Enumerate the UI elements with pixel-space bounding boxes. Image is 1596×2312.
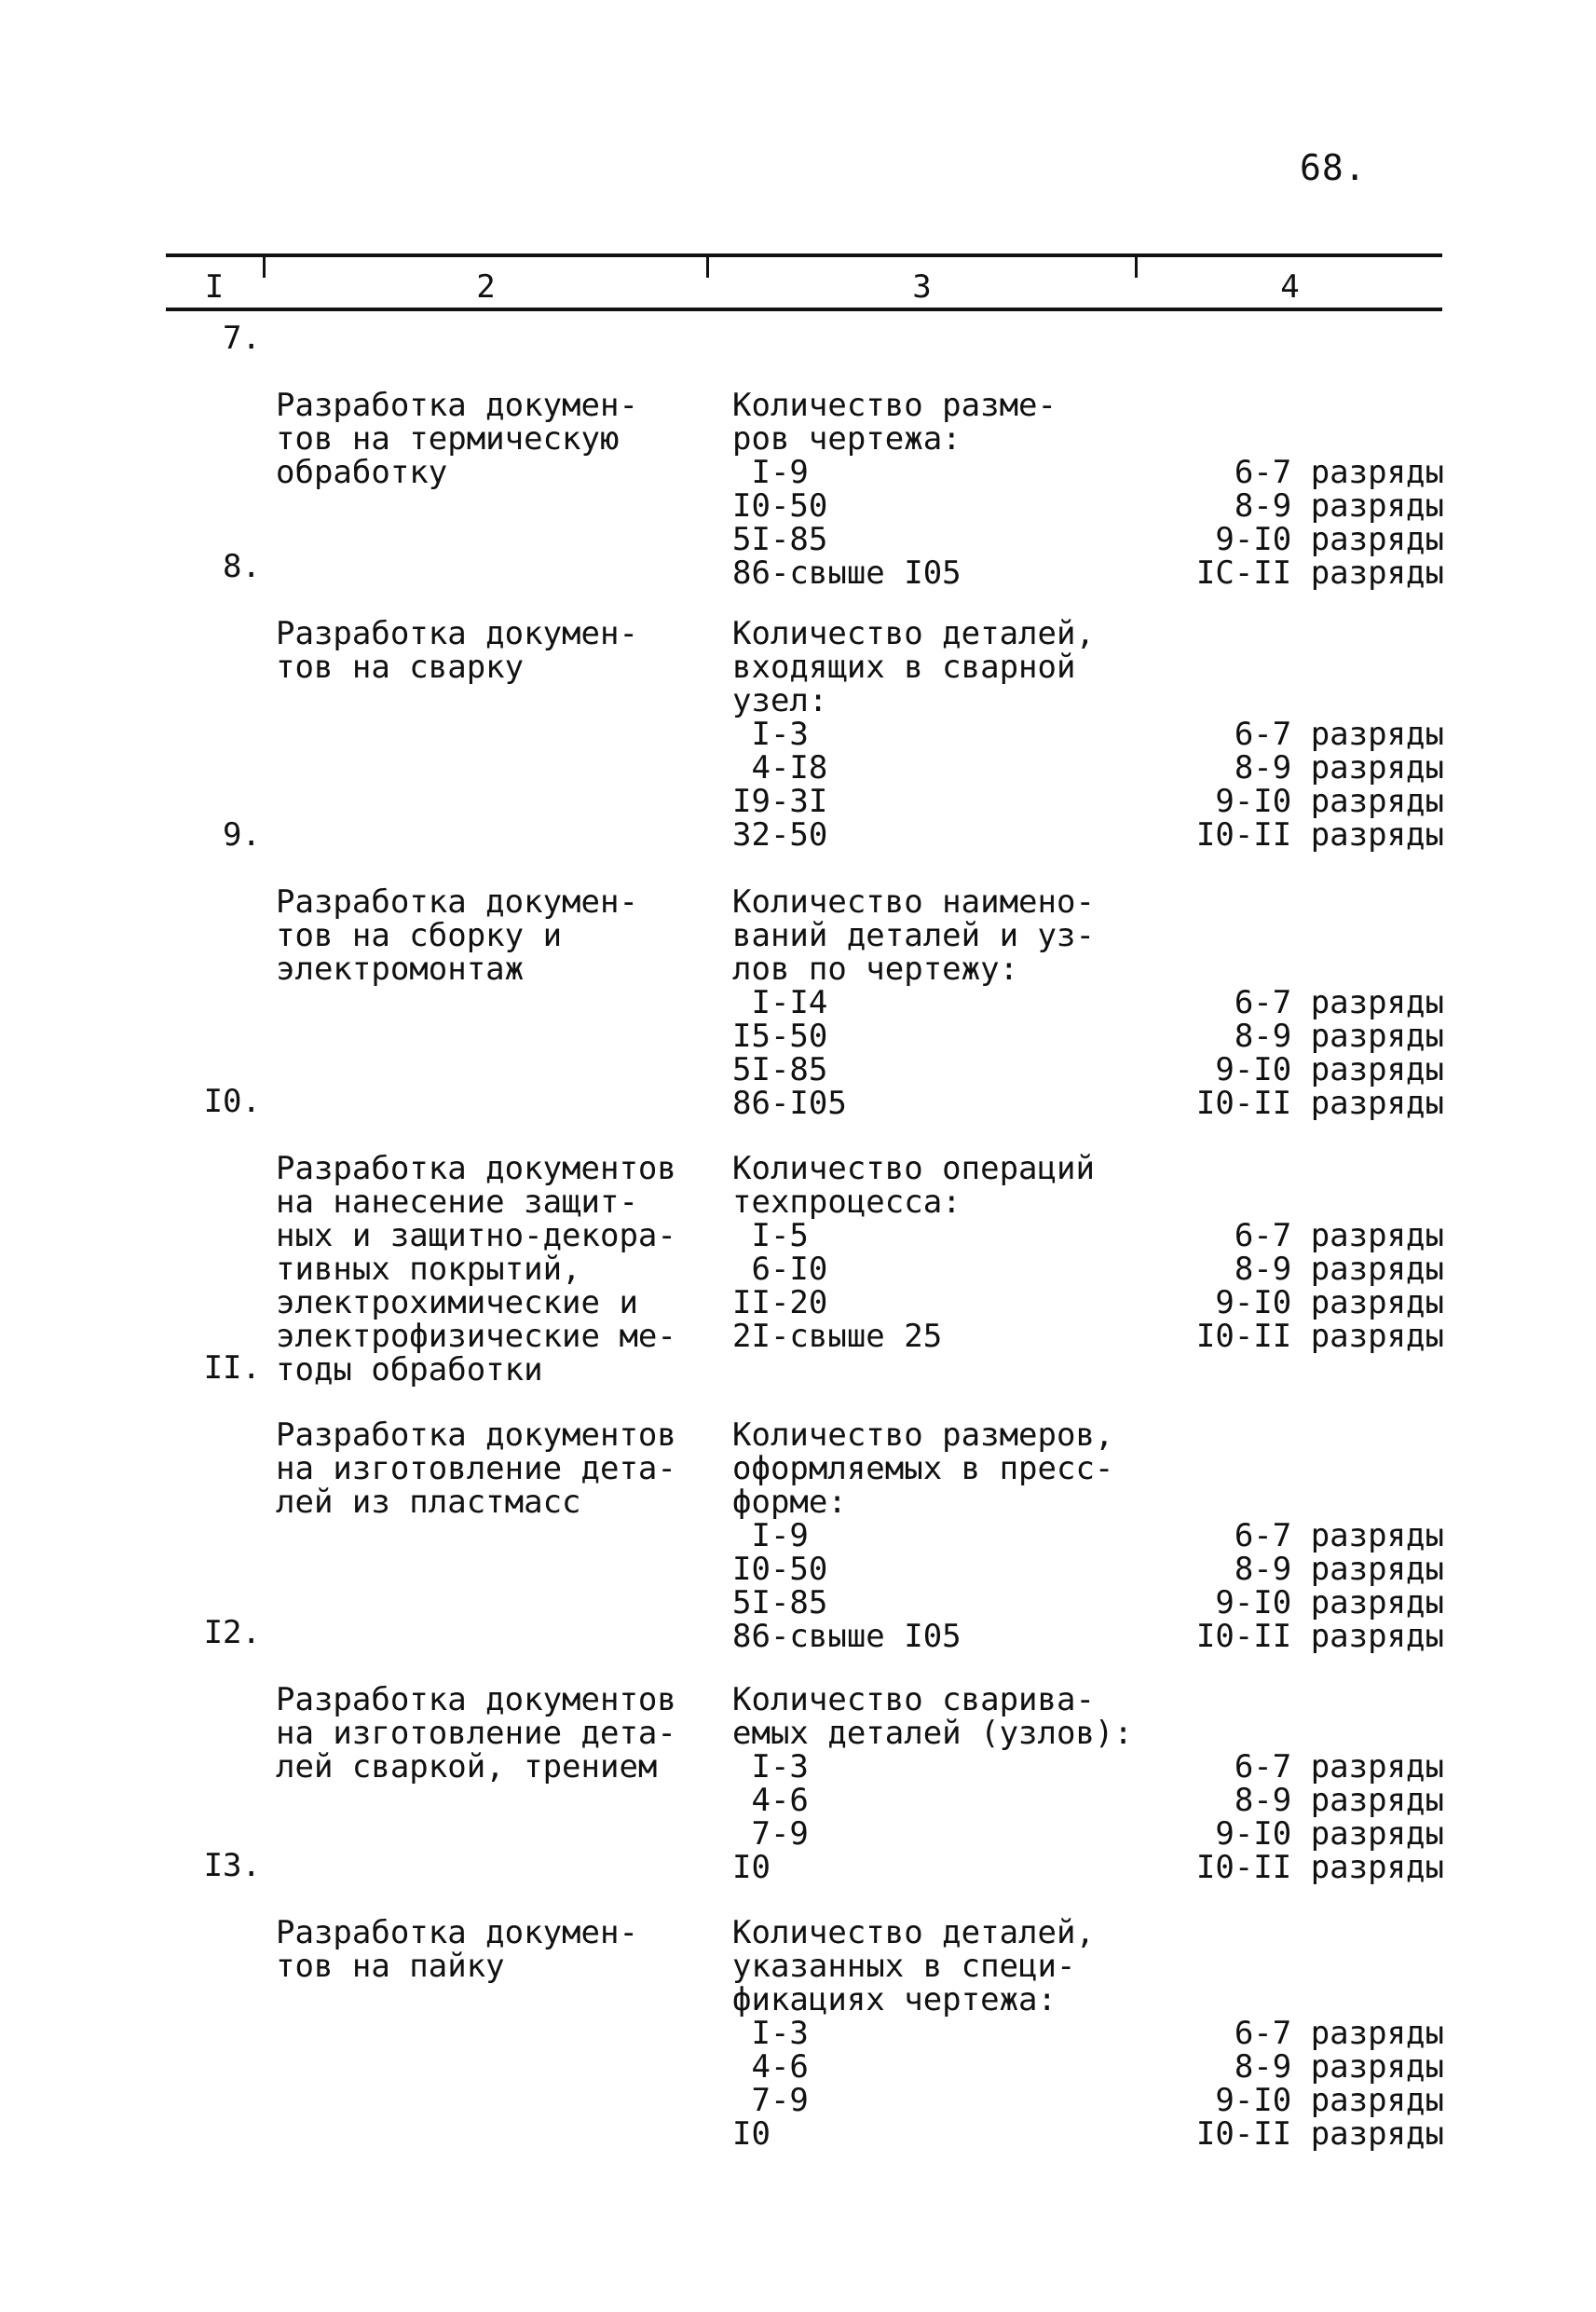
row-criterion: Количество деталей, указанных в специ- фикациях чертежа: I-3 4-6 7-9 I0 xyxy=(732,1914,1095,2153)
row-grades: 6-7 разряды 8-9 разряды 9-I0 разряды I0-II разряды xyxy=(1195,1748,1444,1886)
row-criterion: Количество размеров, оформляемых в пресс- форме: I-9 I0-50 5I-85 86-свыше I05 xyxy=(732,1416,1114,1655)
row-number: 8. xyxy=(223,548,261,585)
row-description: Разработка докумен- тов на сварку xyxy=(276,615,638,686)
row-number: I2. xyxy=(203,1614,261,1651)
row-number: 9. xyxy=(223,816,261,854)
table-header-rule xyxy=(166,308,1442,311)
row-description: Разработка документов на изготовление дета- лей из пластмасс xyxy=(276,1416,676,1521)
row-number: I0. xyxy=(203,1083,261,1120)
column-header-3: 3 xyxy=(912,268,932,306)
column-header-4: 4 xyxy=(1280,268,1300,306)
table-top-rule xyxy=(166,253,1442,257)
row-criterion: Количество разме- ров чертежа: I-9 I0-50 5I-85 86-свыше I05 xyxy=(732,387,1057,592)
row-grades: 6-7 разряды 8-9 разряды 9-I0 разряды I0-II разряды xyxy=(1195,2015,1444,2153)
row-description: Разработка докумен- тов на пайку xyxy=(276,1914,638,1985)
row-grades: 6-7 разряды 8-9 разряды 9-I0 разряды I0-II разряды xyxy=(1195,716,1444,854)
row-description: Разработка докумен- тов на сборку и электромонтаж xyxy=(276,883,638,988)
row-criterion: Количество сварива- емых деталей (узлов): I-3 4-6 7-9 I0 xyxy=(732,1681,1133,1886)
row-criterion: Количество операций техпроцесса: I-5 6-I0 II-20 2I-свыше 25 xyxy=(732,1150,1095,1355)
row-description: Разработка документов на нанесение защит- ных и защитно-декора- тивных покрытий, электрохимические и электрофизические ме- тоды обработки xyxy=(276,1150,676,1389)
row-grades: 6-7 разряды 8-9 разряды 9-I0 разряды IC-II разряды xyxy=(1195,454,1444,592)
row-number: 7. xyxy=(223,320,261,357)
column-header-2: 2 xyxy=(476,268,496,306)
row-grades: 6-7 разряды 8-9 разряды 9-I0 разряды I0-II разряды xyxy=(1195,984,1444,1122)
row-description: Разработка документов на изготовление дета- лей сваркой, трением xyxy=(276,1681,676,1785)
column-header-1: I xyxy=(204,268,225,306)
row-criterion: Количество наимено- ваний деталей и уз- лов по чертежу: I-I4 I5-50 5I-85 86-I05 xyxy=(732,883,1095,1122)
row-grades: 6-7 разряды 8-9 разряды 9-I0 разряды I0-II разряды xyxy=(1195,1217,1444,1355)
row-description: Разработка докумен- тов на термическую обработку xyxy=(276,387,638,491)
row-number: II. xyxy=(203,1349,261,1387)
row-grades: 6-7 разряды 8-9 разряды 9-I0 разряды I0-II разряды xyxy=(1195,1517,1444,1655)
page-number: 68. xyxy=(1300,147,1367,188)
row-criterion: Количество деталей, входящих в сварной узел: I-3 4-I8 I9-3I 32-50 xyxy=(732,615,1095,854)
row-number: I3. xyxy=(203,1847,261,1884)
